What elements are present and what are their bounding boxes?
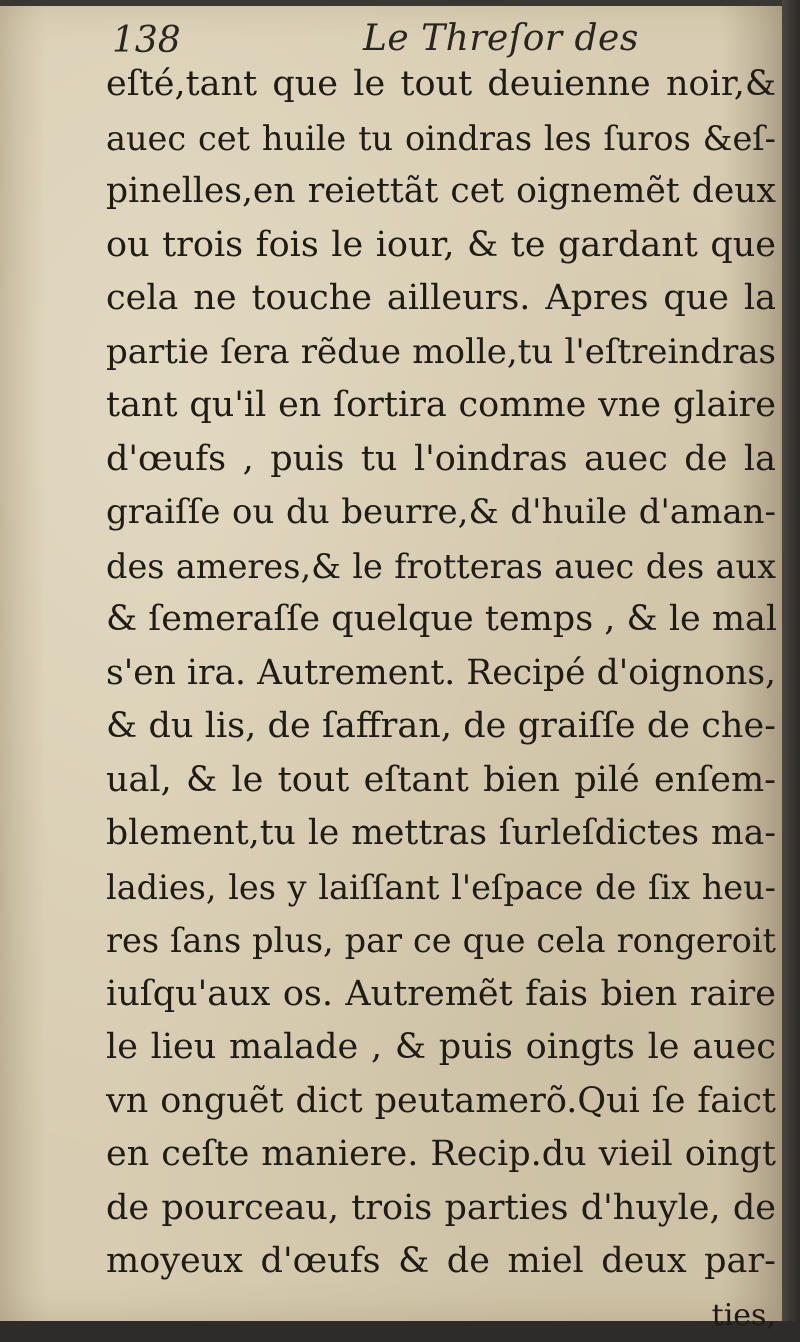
text-line: res ſans plus, par ce que cela rongeroit (106, 914, 776, 968)
text-line: pinelles,en reiettãt cet oignemẽt deux (106, 165, 776, 219)
text-line: auec cet huile tu oindras les ſuros &eſ- (106, 112, 776, 166)
text-line: & ſemeraſſe quelque temps , & le mal (106, 593, 776, 647)
scan-edge-top (0, 0, 800, 6)
text-line: ladies, les y laiſſant l'eſpace de ſix heu- (106, 861, 776, 915)
text-line: en ceſte maniere. Recip.du vieil oingt (106, 1128, 776, 1182)
text-line: partie ſera rẽdue molle,tu l'eſtreindras (106, 326, 776, 380)
page-number: 138 (112, 20, 181, 61)
body-text (106, 58, 790, 1342)
text-line: ou trois fois le iour, & te gardant que (106, 219, 776, 273)
text-line: tant qu'il en ſortira comme vne glaire (106, 379, 776, 433)
text-line: blement,tu le mettras ſurleſdictes ma- (106, 807, 776, 861)
text-line: d'œufs , puis tu l'oindras auec de la (106, 433, 776, 487)
text-line: iuſqu'aux os. Autremẽt fais bien raire (106, 968, 776, 1022)
catchword: ties, (106, 1289, 776, 1342)
text-line: graiſſe ou du beurre,& d'huile d'aman- (106, 486, 776, 540)
text-line: cela ne touche ailleurs. Apres que la (106, 272, 776, 326)
text-line: moyeux d'œufs & de miel deux par- (106, 1235, 776, 1289)
text-line: vn onguẽt dict peutamerõ.Qui ſe faict (106, 1075, 776, 1129)
text-line: ual, & le tout eſtant bien pilé enſem- (106, 754, 776, 808)
text-line: le lieu malade , & puis oingts le auec (106, 1021, 776, 1075)
running-title: Le Threſor des (363, 18, 639, 59)
text-line: eſté,tant que le tout deuienne noir,& (106, 58, 776, 112)
text-line: & du lis, de ſaffran, de graiſſe de che- (106, 700, 776, 754)
text-line: des ameres,& le frotteras auec des aux (106, 540, 776, 594)
text-line: s'en ira. Autrement. Recipé d'oignons, (106, 647, 776, 701)
text-line: de pourceau, trois parties d'huyle, de (106, 1182, 776, 1236)
